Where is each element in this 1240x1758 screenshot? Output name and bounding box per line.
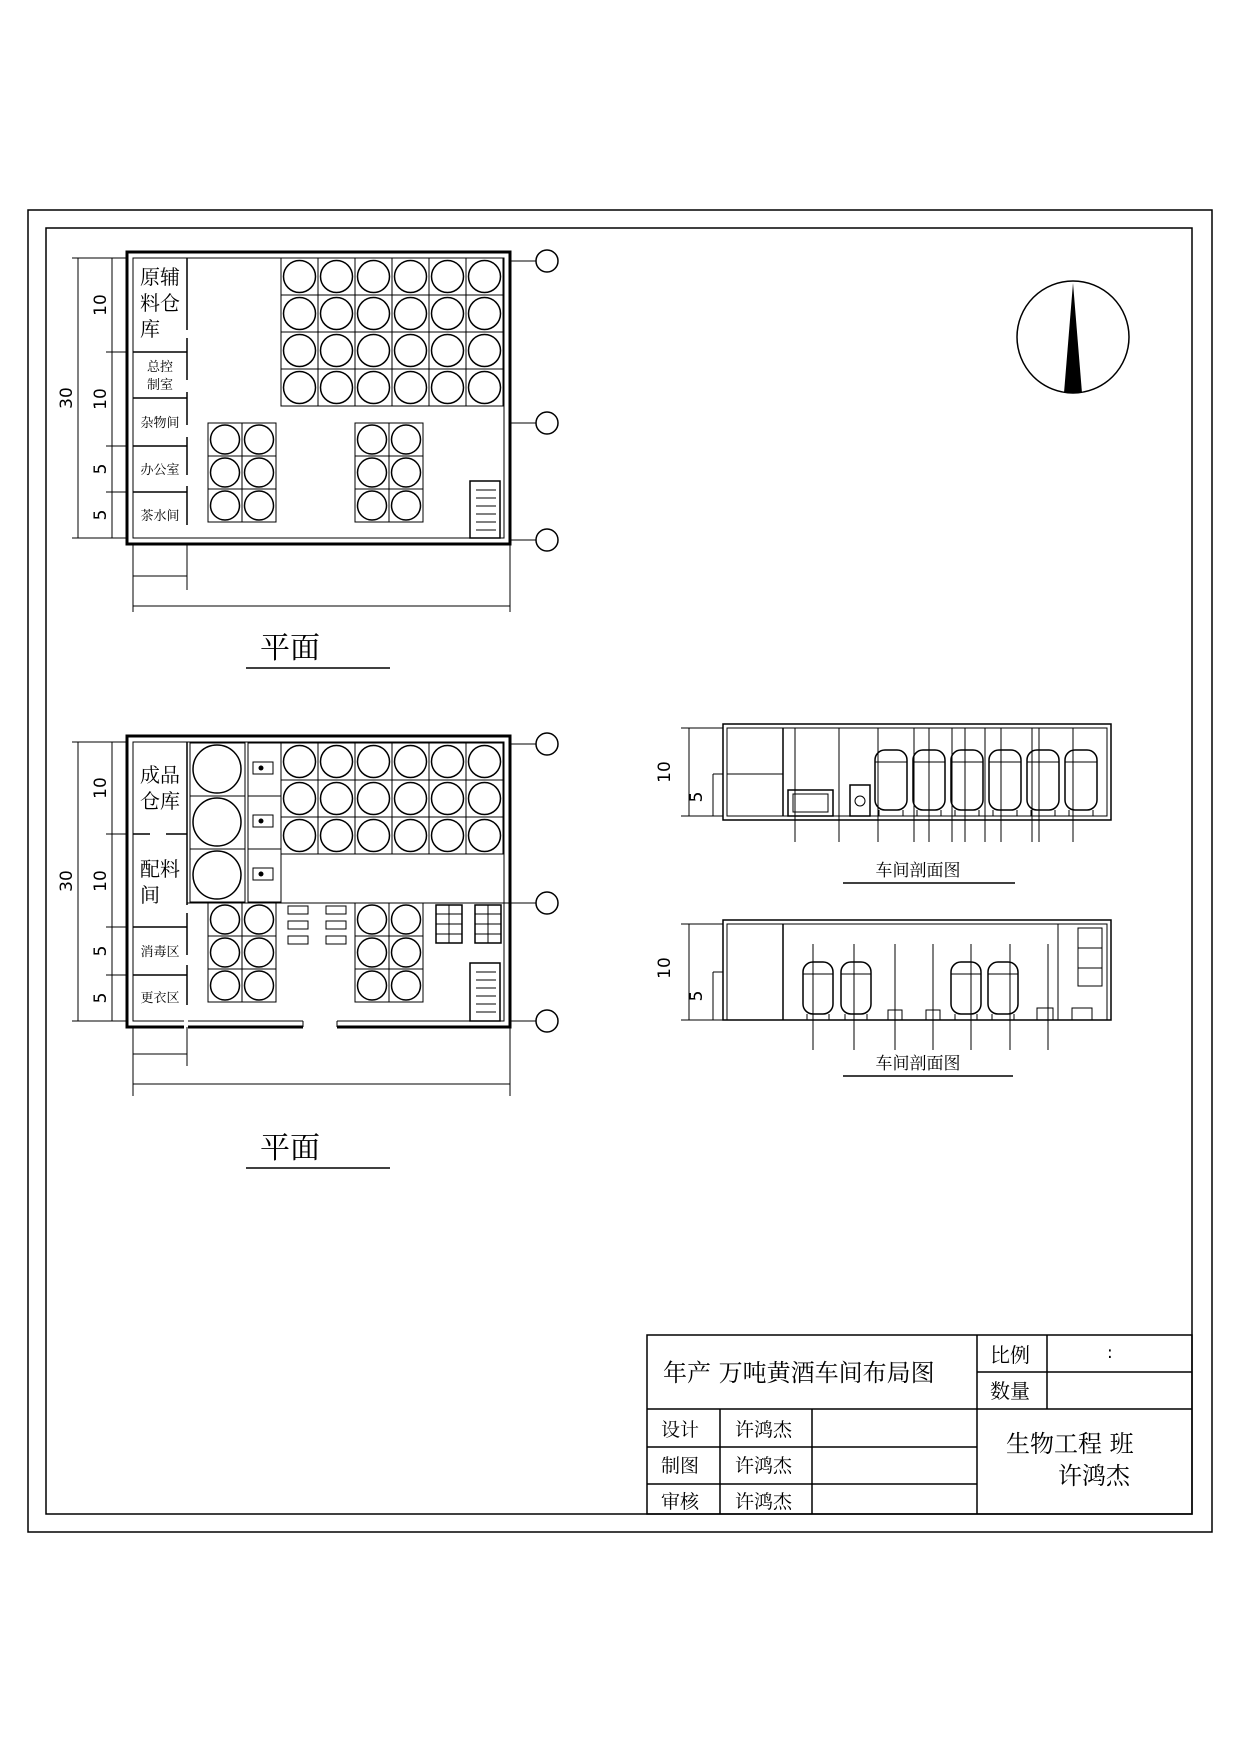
equipment-unit-icon: [288, 906, 346, 944]
fermentation-tank-icon: [429, 369, 466, 406]
fermentation-tank-icon: [389, 456, 423, 489]
fermentation-tank-icon: [389, 423, 423, 456]
fermentation-tank-icon: [875, 750, 907, 816]
fermentation-tank-icon: [429, 295, 466, 332]
fermentation-tank-icon: [318, 295, 355, 332]
fermentation-tank-icon: [466, 780, 503, 817]
fermentation-tank-icon: [318, 817, 355, 854]
fermentation-tank-icon: [429, 258, 466, 295]
north-arrow-icon: [1017, 281, 1129, 393]
title-block: [647, 1335, 1192, 1514]
fermentation-tank-icon: [392, 780, 429, 817]
name-draft: 许鸿杰: [735, 1455, 793, 1477]
fermentation-tank-icon: [429, 817, 466, 854]
filter-press-icon: [436, 905, 501, 943]
fermentation-tank-icon: [208, 903, 242, 936]
fermentation-tank-icon: [355, 780, 392, 817]
fermentation-tank-icon: [466, 743, 503, 780]
fermentation-tank-icon: [429, 743, 466, 780]
section-2: [655, 920, 1111, 1076]
fermentation-tank-icon: [392, 332, 429, 369]
fermentation-tank-icon: [355, 817, 392, 854]
fermentation-tank-icon: [389, 969, 423, 1002]
fermentation-tank-icon: [392, 258, 429, 295]
outer-frame: [28, 210, 1212, 1532]
dim-1: 10: [91, 777, 111, 799]
dimension-lines: [72, 258, 510, 612]
fermentation-tank-icon: [389, 489, 423, 522]
room-label-batching: 配料间: [140, 857, 180, 907]
fermentation-tank-icon: [281, 817, 318, 854]
dim-4: 5: [91, 992, 111, 1004]
org-line-2: 许鸿杰: [1058, 1462, 1130, 1490]
name-review: 许鸿杰: [735, 1491, 793, 1513]
dim-1: 10: [91, 294, 111, 316]
fermentation-tank-icon: [208, 936, 242, 969]
section-1: [655, 724, 1111, 883]
fermentation-tank-icon: [355, 258, 392, 295]
fermentation-tank-icon: [318, 780, 355, 817]
dim-2: 10: [91, 388, 111, 410]
plan-2-title: 平面: [260, 1131, 320, 1166]
fermentation-tank-icon: [208, 489, 242, 522]
fermentation-tank-icon: [389, 903, 423, 936]
pump-icon: [248, 743, 281, 902]
fermentation-tank-icon: [392, 743, 429, 780]
fermentation-tank-icon: [466, 295, 503, 332]
fermentation-tank-icon: [951, 750, 983, 816]
fermentation-tank-icon: [355, 332, 392, 369]
dim-2: 5: [687, 791, 707, 803]
room-label-raw-warehouse: 原辅料仓库: [140, 265, 180, 341]
fermentation-tank-icon: [242, 423, 276, 456]
fermentation-tank-icon: [355, 969, 389, 1002]
fermentation-tank-icon: [281, 258, 318, 295]
inner-frame: [46, 228, 1192, 1514]
fermentation-tank-icon: [281, 780, 318, 817]
scale-value: :: [1107, 1343, 1113, 1363]
fermentation-tank-icon: [429, 780, 466, 817]
fermentation-tank-icon: [355, 295, 392, 332]
fermentation-tank-icon: [242, 969, 276, 1002]
fermentation-tank-icon: [429, 332, 466, 369]
role-review: 审核: [661, 1491, 700, 1513]
dimension-lines: [72, 742, 510, 1096]
stair-icon: [470, 963, 500, 1021]
dim-total: 30: [57, 387, 77, 409]
storage-tank-icon: [988, 962, 1018, 1020]
fermentation-tank-icon: [466, 258, 503, 295]
dim-1: 10: [655, 957, 675, 979]
storage-tank-icon: [841, 962, 871, 1020]
fermentation-tank-icon: [208, 423, 242, 456]
fermentation-tank-icon: [208, 456, 242, 489]
role-draft: 制图: [661, 1455, 700, 1477]
storage-tank-icon: [190, 743, 245, 902]
section-2-title: 车间剖面图: [875, 1054, 961, 1074]
fermentation-tank-icon: [355, 903, 389, 936]
room-label-disinfection: 消毒区: [140, 945, 180, 960]
rack-icon: [1078, 928, 1102, 986]
dim-3: 5: [91, 463, 111, 475]
fermentation-tank-icon: [355, 369, 392, 406]
dim-2: 10: [91, 870, 111, 892]
pump-icon: [850, 785, 870, 816]
room-label-storage: 杂物间: [140, 416, 180, 431]
room-label-finished-warehouse: 成品仓库: [140, 763, 180, 813]
room-label-office: 办公室: [140, 463, 180, 478]
fermentation-tank-icon: [389, 936, 423, 969]
fermentation-tank-icon: [318, 369, 355, 406]
fermentation-tank-icon: [281, 743, 318, 780]
scale-label: 比例: [990, 1343, 1030, 1367]
fermentation-tank-icon: [281, 332, 318, 369]
room-label-changing: 更衣区: [140, 991, 180, 1006]
fermentation-tank-icon: [392, 295, 429, 332]
fermentation-tank-icon: [318, 743, 355, 780]
dim-3: 5: [91, 945, 111, 957]
fermentation-tank-icon: [466, 332, 503, 369]
fermentation-tank-icon: [989, 750, 1021, 816]
fermentation-tank-icon: [355, 489, 389, 522]
fermentation-tank-icon: [281, 295, 318, 332]
storage-tank-icon: [951, 962, 981, 1020]
room-label-control: 总控制室: [146, 360, 174, 393]
fermentation-tank-icon: [355, 423, 389, 456]
fermentation-tank-icon: [281, 369, 318, 406]
section-1-title: 车间剖面图: [875, 861, 961, 881]
fermentation-tank-icon: [355, 456, 389, 489]
fermentation-tank-icon: [392, 817, 429, 854]
name-design: 许鸿杰: [735, 1419, 793, 1441]
fermentation-tank-icon: [242, 903, 276, 936]
fermentation-tank-icon: [242, 456, 276, 489]
fermentation-tank-icon: [1065, 750, 1097, 816]
fermentation-tank-icon: [318, 258, 355, 295]
plan-1-title: 平面: [260, 631, 320, 666]
dim-total: 30: [57, 870, 77, 892]
fermentation-tank-icon: [466, 369, 503, 406]
fermentation-tank-icon: [392, 369, 429, 406]
dim-1: 10: [655, 761, 675, 783]
fermentation-tank-icon: [208, 969, 242, 1002]
role-design: 设计: [661, 1419, 700, 1441]
fermentation-tank-icon: [355, 936, 389, 969]
dim-2: 5: [687, 990, 707, 1002]
fermentation-tank-icon: [355, 743, 392, 780]
room-label-tea: 茶水间: [140, 509, 180, 524]
fermentation-tank-icon: [466, 817, 503, 854]
stair-icon: [470, 481, 500, 538]
drawing-title: 年产 万吨黄酒车间布局图: [663, 1359, 935, 1387]
fermentation-tank-icon: [318, 332, 355, 369]
plan-2: [57, 733, 558, 1168]
quantity-label: 数量: [990, 1379, 1030, 1403]
org-line-1: 生物工程 班: [1006, 1430, 1134, 1458]
fermentation-tank-icon: [242, 489, 276, 522]
axis-markers: [510, 250, 558, 551]
dim-4: 5: [91, 509, 111, 521]
fermentation-tank-icon: [242, 936, 276, 969]
storage-tank-icon: [803, 962, 833, 1020]
plan-1: [57, 250, 558, 668]
